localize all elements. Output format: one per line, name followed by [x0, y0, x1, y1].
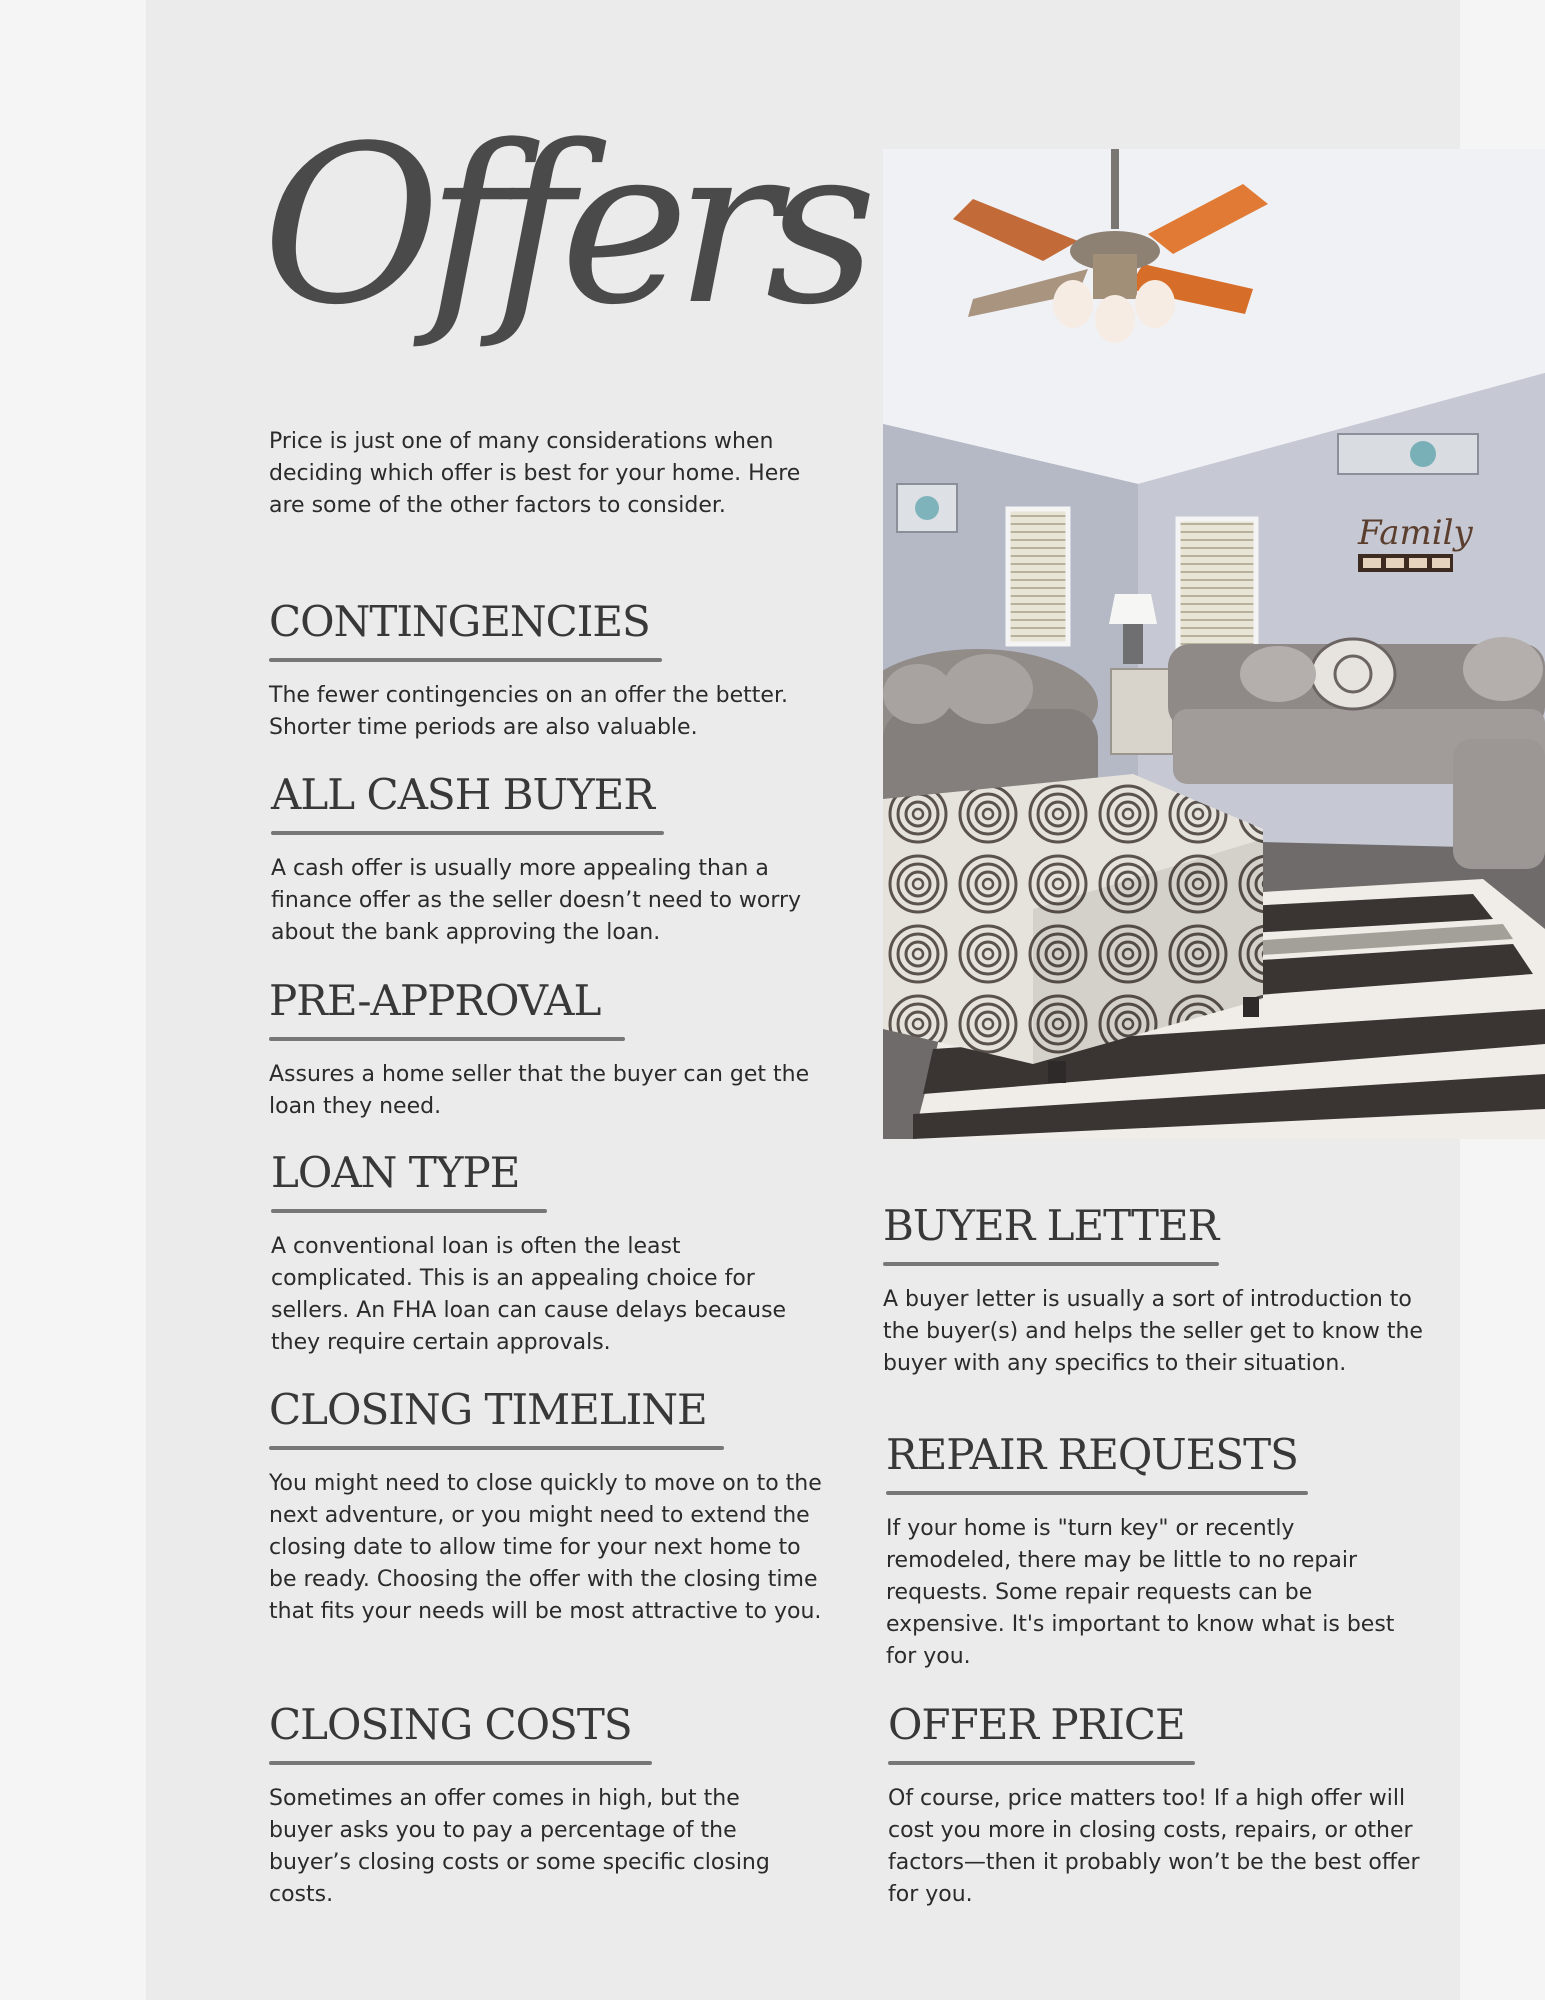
section-heading: OFFER PRICE	[888, 1700, 1185, 1749]
section-body: The fewer contingencies on an offer the better. Shorter time periods are also valuable.	[269, 683, 788, 740]
page-title: Offers	[262, 100, 864, 353]
lamp-base	[1123, 619, 1143, 664]
section-body: Of course, price matters too! If a high offer will cost you more in closing costs, repairs, or other factors—then it probably won’t be the best offer for you.	[888, 1786, 1420, 1907]
wall-art-right-accent	[1410, 441, 1436, 467]
heading-underline	[271, 831, 664, 835]
section-heading: BUYER LETTER	[883, 1201, 1219, 1250]
heading-underline	[883, 1262, 1219, 1266]
section-contingencies	[269, 594, 819, 744]
section-body: A conventional loan is often the least complicated. This is an appealing choice for sellers. An FHA loan can cause delays because they require certain approvals.	[271, 1234, 787, 1355]
heading-underline	[269, 1037, 625, 1041]
wall-art-right	[1338, 434, 1478, 474]
section-repair-requests	[886, 1427, 1426, 1673]
intro-text: Price is just one of many considerations when deciding which offer is best for your home. Here are some of the other factors to consider.	[269, 429, 801, 518]
section-closing-costs	[269, 1697, 809, 1911]
section-pre-approval	[269, 973, 819, 1123]
section-offer-price	[888, 1697, 1428, 1911]
heading-underline	[269, 1761, 652, 1765]
living-room-photo	[883, 149, 1545, 1139]
section-closing-timeline	[269, 1382, 829, 1628]
side-table	[1111, 669, 1173, 754]
section-heading: REPAIR REQUESTS	[886, 1430, 1298, 1479]
section-heading: CONTINGENCIES	[269, 597, 650, 646]
section-all-cash-buyer	[271, 767, 821, 949]
section-buyer-letter	[883, 1198, 1423, 1380]
section-heading: ALL CASH BUYER	[271, 770, 654, 819]
section-body: A buyer letter is usually a sort of introduction to the buyer(s) and helps the seller get to know the buyer with any specifics to their situation.	[883, 1287, 1423, 1376]
section-body: A cash offer is usually more appealing than a finance offer as the seller doesn’t need to worry about the bank approving the loan.	[271, 856, 802, 945]
section-body: You might need to close quickly to move on to the next adventure, or you might need to extend the closing date to allow time for your next home to be ready. Choosing the offer with the closing time that fits your needs will be most attractive to you.	[269, 1471, 822, 1624]
heading-underline	[888, 1761, 1195, 1765]
section-body: Assures a home seller that the buyer can get the loan they need.	[269, 1062, 810, 1119]
heading-underline	[886, 1491, 1308, 1495]
section-heading: LOAN TYPE	[271, 1148, 520, 1197]
section-loan-type	[271, 1145, 821, 1359]
section-heading: CLOSING COSTS	[269, 1700, 632, 1749]
section-heading: PRE-APPROVAL	[269, 976, 601, 1025]
left-window	[1008, 509, 1068, 644]
heading-underline	[269, 1446, 724, 1450]
family-sign-text: Family	[1358, 513, 1473, 553]
lamp-shade	[1109, 594, 1157, 624]
heading-underline	[271, 1209, 547, 1213]
section-heading: CLOSING TIMELINE	[269, 1385, 707, 1434]
heading-underline	[269, 658, 662, 662]
section-body: If your home is "turn key" or recently remodeled, there may be little to no repair requests. Some repair requests can be expensive. It's important to know what is best for you.	[886, 1516, 1395, 1669]
section-body: Sometimes an offer comes in high, but the buyer asks you to pay a percentage of the buyer’s closing costs or some specific closing costs.	[269, 1786, 770, 1907]
wall-art-left-accent	[915, 496, 939, 520]
